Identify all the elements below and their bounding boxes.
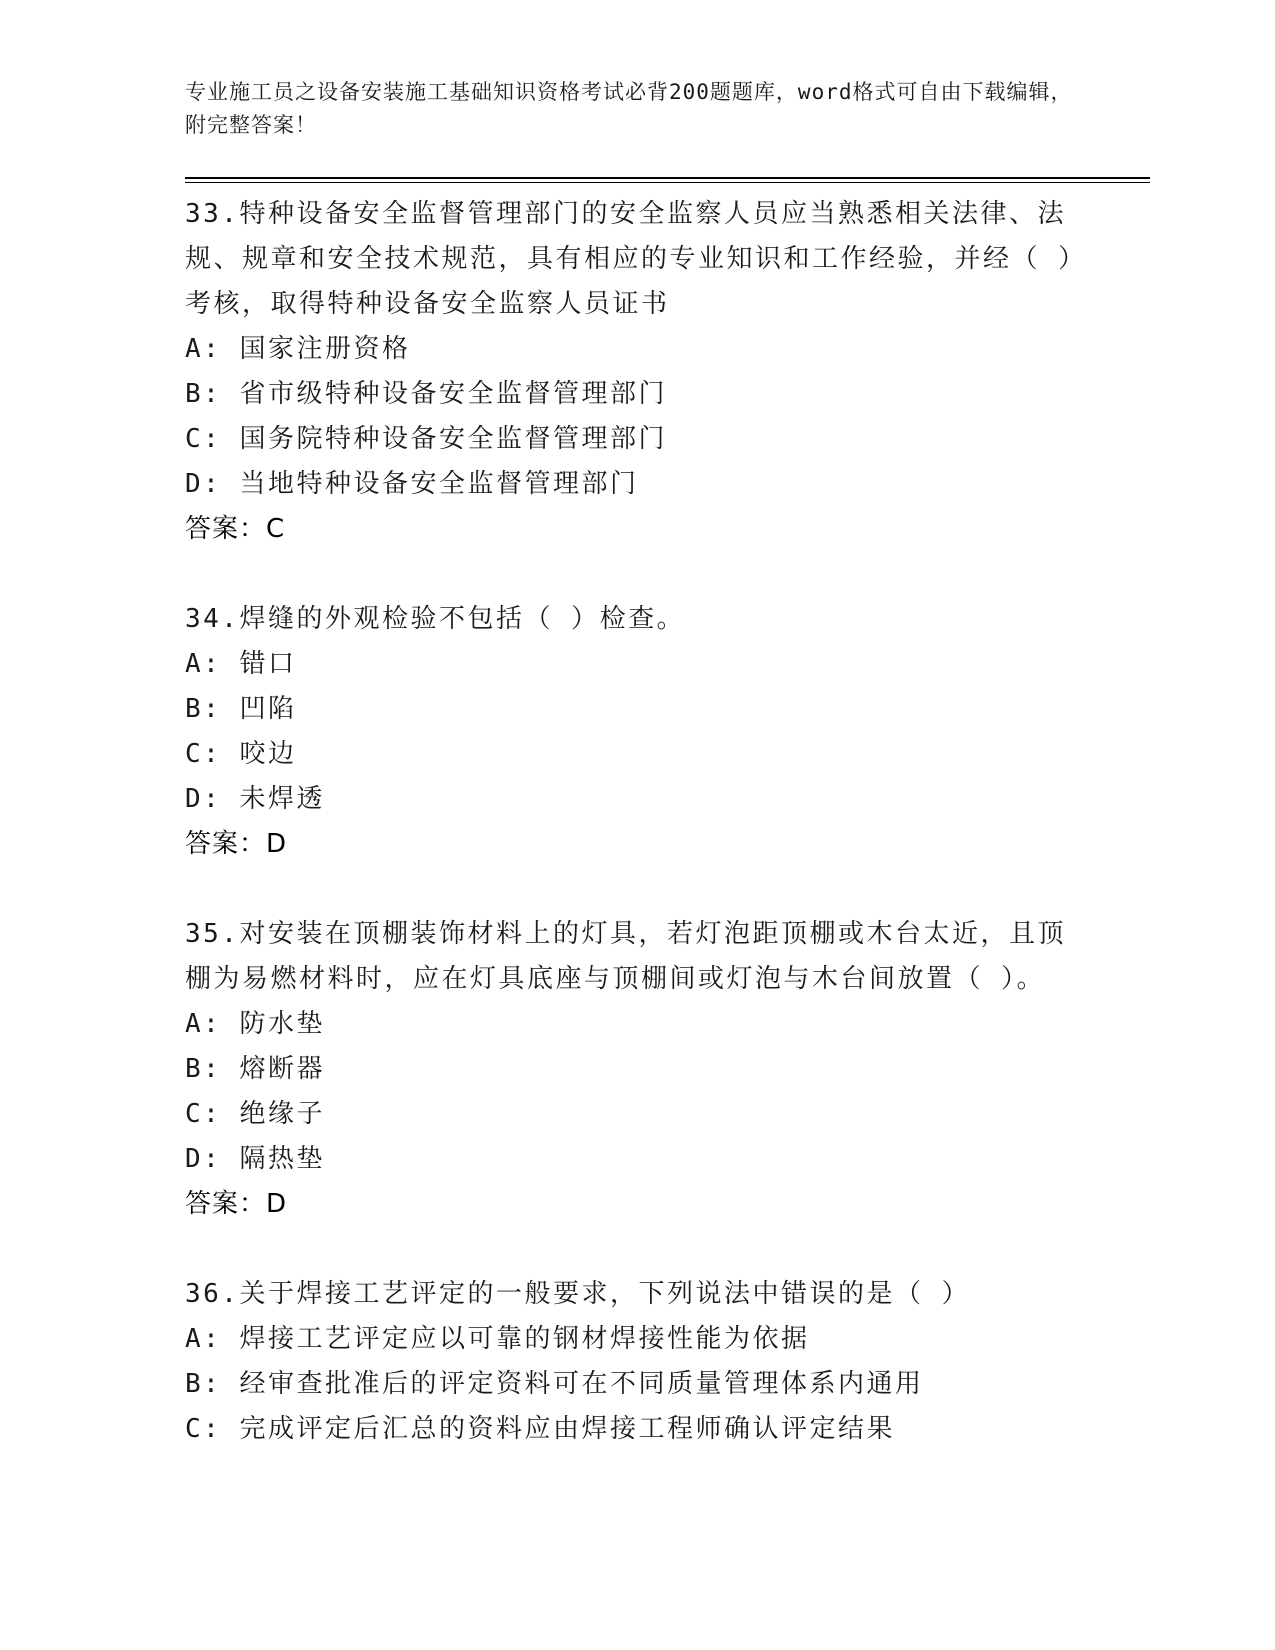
option-a: A: 焊接工艺评定应以可靠的钢材焊接性能为依据 xyxy=(185,1324,810,1354)
option-a: A: 错口 xyxy=(185,649,297,679)
option-c: C: 国务院特种设备安全监督管理部门 xyxy=(185,424,667,454)
option-d: D: 未焊透 xyxy=(185,784,325,814)
option-d: D: 隔热垫 xyxy=(185,1144,325,1174)
option-b: B: 省市级特种设备安全监督管理部门 xyxy=(185,379,667,409)
question-text: 36.关于焊接工艺评定的一般要求，下列说法中错误的是（ ） xyxy=(185,1279,971,1309)
option-c: C: 完成评定后汇总的资料应由焊接工程师确认评定结果 xyxy=(185,1414,895,1444)
option-b: B: 凹陷 xyxy=(185,694,297,724)
option-c: C: 咬边 xyxy=(185,739,297,769)
answer-line: 答案：D xyxy=(185,829,288,859)
question-text: 35.对安装在顶棚装饰材料上的灯具，若灯泡距顶棚或木台太近，且顶棚为易燃材料时，应在灯具底座与顶棚间或灯泡与木台间放置（ ）。 xyxy=(185,919,1066,994)
option-a: A: 国家注册资格 xyxy=(185,334,411,364)
option-b: B: 熔断器 xyxy=(185,1054,325,1084)
option-d: D: 当地特种设备安全监督管理部门 xyxy=(185,469,639,499)
header-divider-thick xyxy=(185,177,1150,179)
question-item xyxy=(185,597,1085,867)
question-list xyxy=(185,192,1085,1497)
question-text: 34.焊缝的外观检验不包括（ ）检查。 xyxy=(185,604,686,634)
answer-line: 答案：C xyxy=(185,514,286,544)
option-c: C: 绝缘子 xyxy=(185,1099,325,1129)
document-header: 专业施工员之设备安装施工基础知识资格考试必背200题题库，word格式可自由下载编辑，附完整答案！ xyxy=(185,80,1073,137)
header-divider-thin xyxy=(185,182,1150,183)
question-text: 33.特种设备安全监督管理部门的安全监察人员应当熟悉相关法律、法规、规章和安全技术规范，具有相应的专业知识和工作经验，并经（ ）考核，取得特种设备安全监察人员证书 xyxy=(185,199,1074,319)
question-item xyxy=(185,192,1085,552)
question-item xyxy=(185,1272,1085,1452)
option-a: A: 防水垫 xyxy=(185,1009,325,1039)
answer-line: 答案：D xyxy=(185,1189,288,1219)
question-item xyxy=(185,912,1085,1227)
option-b: B: 经审查批准后的评定资料可在不同质量管理体系内通用 xyxy=(185,1369,924,1399)
